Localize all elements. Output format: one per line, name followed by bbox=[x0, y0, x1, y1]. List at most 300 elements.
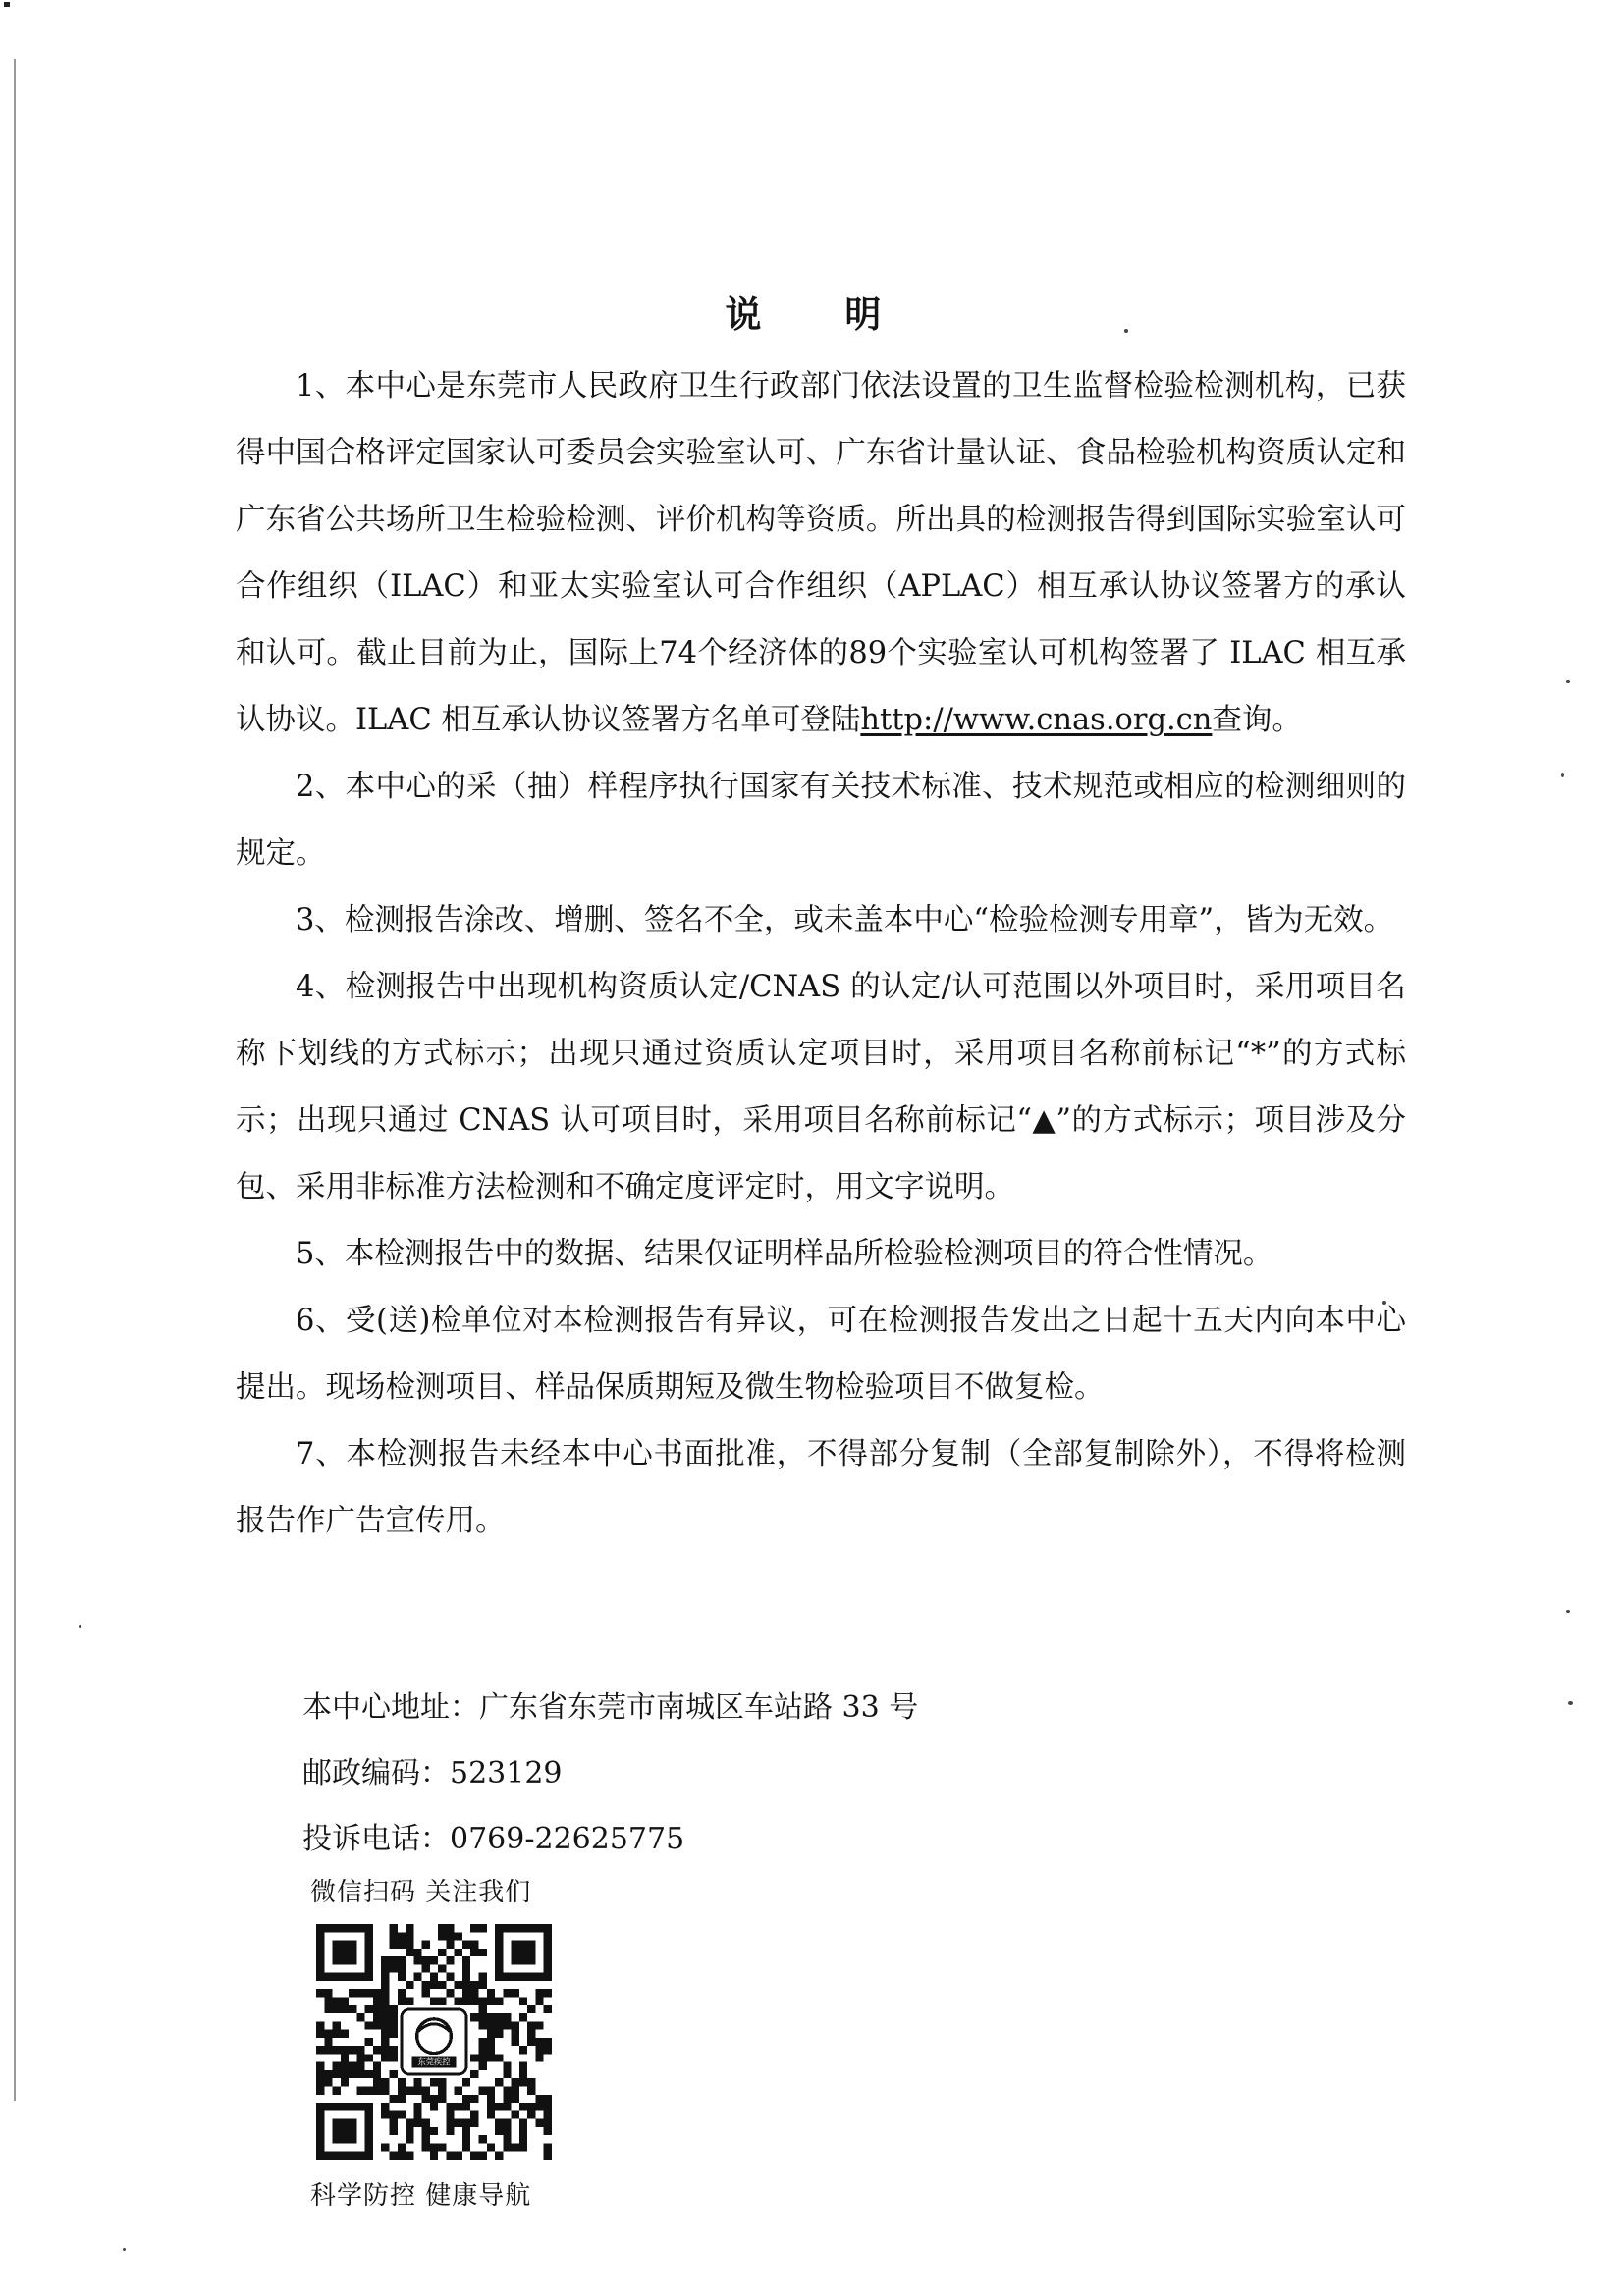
qr-module bbox=[519, 2119, 527, 2127]
qr-module bbox=[413, 2078, 421, 2086]
qr-module bbox=[462, 1989, 470, 1997]
qr-module bbox=[535, 2095, 543, 2103]
qr-module bbox=[487, 2021, 495, 2029]
qr-module bbox=[381, 2087, 389, 2095]
qr-module bbox=[333, 2070, 341, 2078]
qr-module bbox=[422, 2095, 430, 2103]
qr-module bbox=[544, 1989, 552, 1997]
qr-module bbox=[479, 2062, 487, 2070]
qr-module bbox=[455, 2152, 462, 2160]
qr-module bbox=[470, 1924, 478, 1932]
qr-module bbox=[462, 1964, 470, 1972]
qr-module bbox=[406, 1949, 413, 1956]
qr-module bbox=[519, 2078, 527, 2086]
qr-module bbox=[438, 2095, 446, 2103]
qr-module bbox=[503, 2070, 511, 2078]
qr-module bbox=[544, 2046, 552, 2054]
qr-module bbox=[430, 2078, 438, 2086]
qr-module bbox=[527, 2005, 535, 2013]
qr-module bbox=[503, 2103, 511, 2110]
qr-module bbox=[479, 1997, 487, 2004]
qr-module bbox=[479, 2021, 487, 2029]
qr-module bbox=[324, 2005, 332, 2013]
qr-module bbox=[381, 2013, 389, 2021]
qr-module bbox=[389, 2119, 397, 2127]
qr-module bbox=[341, 2062, 349, 2070]
qr-module bbox=[373, 2005, 381, 2013]
qr-module bbox=[430, 1997, 438, 2004]
qr-module bbox=[479, 2152, 487, 2160]
qr-module bbox=[324, 2046, 332, 2054]
qr-module bbox=[341, 2070, 349, 2078]
qr-module bbox=[503, 2135, 511, 2143]
qr-module bbox=[422, 1956, 430, 1964]
qr-module bbox=[462, 2078, 470, 2086]
qr-module bbox=[389, 2110, 397, 2118]
qr-module bbox=[544, 2119, 552, 2127]
qr-module bbox=[333, 1997, 341, 2004]
qr-module bbox=[438, 1981, 446, 1989]
qr-module bbox=[381, 1956, 389, 1964]
qr-module bbox=[519, 2070, 527, 2078]
qr-module bbox=[446, 2110, 454, 2118]
qr-module bbox=[519, 2013, 527, 2021]
qr-module bbox=[381, 1989, 389, 1997]
qr-module bbox=[455, 2103, 462, 2110]
paragraph-1-tail: 查询。 bbox=[1212, 703, 1302, 737]
cnas-link[interactable]: http://www.cnas.org.cn bbox=[860, 703, 1213, 737]
qr-module bbox=[349, 2070, 356, 2078]
qr-module bbox=[389, 1964, 397, 1972]
qr-module bbox=[333, 2062, 341, 2070]
qr-module bbox=[422, 2087, 430, 2095]
qr-center-logo bbox=[402, 2009, 466, 2074]
qr-module bbox=[446, 1932, 454, 1940]
qr-module bbox=[430, 2143, 438, 2151]
qr-module bbox=[462, 1997, 470, 2004]
qr-module bbox=[512, 2087, 519, 2095]
qr-module bbox=[446, 2127, 454, 2135]
qr-module bbox=[438, 1932, 446, 1940]
qr-module bbox=[413, 2087, 421, 2095]
qr-module bbox=[438, 2087, 446, 2095]
qr-module bbox=[512, 1989, 519, 1997]
address-line: 本中心地址：广东省东莞市南城区车站路 33 号 bbox=[302, 1690, 919, 1725]
qr-module bbox=[487, 2143, 495, 2151]
qr-module bbox=[406, 2119, 413, 2127]
qr-module bbox=[341, 2005, 349, 2013]
qr-module bbox=[470, 2110, 478, 2118]
wechat-qr-code[interactable] bbox=[316, 1924, 552, 2160]
qr-caption-bottom: 科学防控 健康导航 bbox=[310, 2181, 532, 2211]
qr-module bbox=[446, 1989, 454, 1997]
qr-module bbox=[398, 2078, 406, 2086]
qr-module bbox=[413, 2110, 421, 2118]
qr-module bbox=[455, 2087, 462, 2095]
qr-module bbox=[519, 2143, 527, 2151]
qr-module bbox=[365, 2054, 373, 2061]
qr-module bbox=[438, 2143, 446, 2151]
qr-module bbox=[389, 1924, 397, 1932]
qr-module bbox=[438, 1997, 446, 2004]
qr-module bbox=[470, 1981, 478, 1989]
qr-module bbox=[381, 2054, 389, 2061]
qr-module bbox=[341, 2030, 349, 2038]
scan-edge-line bbox=[14, 59, 16, 2101]
qr-module bbox=[495, 2152, 503, 2160]
qr-module bbox=[479, 2135, 487, 2143]
qr-module bbox=[519, 2135, 527, 2143]
qr-module bbox=[381, 1981, 389, 1989]
qr-module bbox=[446, 1941, 454, 1949]
qr-module bbox=[349, 2046, 356, 2054]
qr-module bbox=[430, 2152, 438, 2160]
qr-module bbox=[324, 2070, 332, 2078]
qr-module bbox=[316, 2062, 324, 2070]
qr-module bbox=[356, 2070, 364, 2078]
qr-module bbox=[470, 2013, 478, 2021]
qr-module bbox=[544, 2095, 552, 2103]
qr-module bbox=[381, 2046, 389, 2054]
qr-module bbox=[519, 2046, 527, 2054]
qr-module bbox=[535, 2119, 543, 2127]
qr-module bbox=[349, 1989, 356, 1997]
qr-module bbox=[455, 1997, 462, 2004]
qr-module bbox=[462, 2143, 470, 2151]
qr-module bbox=[512, 2095, 519, 2103]
qr-module bbox=[398, 1989, 406, 1997]
qr-module bbox=[495, 2030, 503, 2038]
qr-module bbox=[544, 2152, 552, 2160]
qr-module bbox=[365, 2038, 373, 2046]
qr-module bbox=[356, 2087, 364, 2095]
qr-module bbox=[527, 2087, 535, 2095]
qr-module bbox=[365, 1989, 373, 1997]
qr-module bbox=[381, 2110, 389, 2118]
qr-module bbox=[503, 2143, 511, 2151]
qr-module bbox=[389, 2013, 397, 2021]
qr-module bbox=[455, 1949, 462, 1956]
qr-module bbox=[324, 1989, 332, 1997]
qr-module bbox=[365, 2021, 373, 2029]
qr-module bbox=[389, 2054, 397, 2061]
qr-module bbox=[381, 1973, 389, 1981]
qr-module bbox=[487, 2054, 495, 2061]
scan-speck bbox=[79, 1625, 81, 1628]
qr-module bbox=[389, 2127, 397, 2135]
qr-module bbox=[406, 1997, 413, 2004]
qr-finder-top-left bbox=[316, 1924, 373, 1981]
qr-module bbox=[470, 2095, 478, 2103]
paragraph-2: 2、本中心的采（抽）样程序执行国家有关技术标准、技术规范或相应的检测细则的规定。 bbox=[236, 770, 1406, 871]
qr-module bbox=[316, 2078, 324, 2086]
qr-module bbox=[422, 1964, 430, 1972]
qr-module bbox=[316, 2046, 324, 2054]
qr-module bbox=[316, 2087, 324, 2095]
qr-module bbox=[406, 2087, 413, 2095]
qr-module bbox=[470, 1941, 478, 1949]
scan-corner-mark bbox=[4, 2, 10, 7]
qr-module bbox=[455, 1981, 462, 1989]
qr-module bbox=[544, 2038, 552, 2046]
qr-module bbox=[422, 2135, 430, 2143]
qr-module bbox=[413, 1973, 421, 1981]
qr-module bbox=[535, 2054, 543, 2061]
qr-module bbox=[413, 2119, 421, 2127]
qr-module bbox=[503, 2062, 511, 2070]
qr-module bbox=[438, 1949, 446, 1956]
qr-module bbox=[413, 1956, 421, 1964]
qr-module bbox=[544, 2143, 552, 2151]
qr-module bbox=[527, 2078, 535, 2086]
qr-module bbox=[316, 1989, 324, 1997]
qr-module bbox=[316, 2070, 324, 2078]
qr-module bbox=[512, 2110, 519, 2118]
qr-module bbox=[455, 2119, 462, 2127]
qr-module bbox=[422, 2127, 430, 2135]
document-body bbox=[236, 353, 1406, 1555]
qr-module bbox=[479, 1924, 487, 1932]
paragraph-6: 6、受(送)检单位对本检测报告有异议，可在检测报告发出之日起十五天内向本中心提出。现场检测项目、样品保质期短及微生物检验项目不做复检。 bbox=[236, 1304, 1406, 1405]
qr-module bbox=[389, 2021, 397, 2029]
qr-module bbox=[389, 1932, 397, 1940]
postcode-line: 邮政编码：523129 bbox=[302, 1756, 563, 1790]
qr-module bbox=[519, 2103, 527, 2110]
qr-module bbox=[373, 2021, 381, 2029]
qr-module bbox=[430, 1981, 438, 1989]
qr-module bbox=[438, 2078, 446, 2086]
qr-module bbox=[356, 2013, 364, 2021]
qr-module bbox=[422, 2143, 430, 2151]
qr-module bbox=[527, 2038, 535, 2046]
qr-module bbox=[406, 2135, 413, 2143]
qr-module bbox=[373, 2062, 381, 2070]
qr-module bbox=[430, 2095, 438, 2103]
qr-module bbox=[479, 2038, 487, 2046]
qr-module bbox=[470, 1949, 478, 1956]
qr-module bbox=[341, 1997, 349, 2004]
qr-module bbox=[333, 2021, 341, 2029]
qr-module bbox=[503, 2021, 511, 2029]
qr-module bbox=[349, 2062, 356, 2070]
qr-module bbox=[341, 2078, 349, 2086]
qr-module bbox=[495, 2127, 503, 2135]
qr-module bbox=[373, 2046, 381, 2054]
qr-module bbox=[398, 1973, 406, 1981]
qr-module bbox=[398, 1956, 406, 1964]
qr-module bbox=[544, 2127, 552, 2135]
qr-module bbox=[389, 1941, 397, 1949]
qr-module bbox=[430, 1956, 438, 1964]
qr-module bbox=[495, 2054, 503, 2061]
qr-module bbox=[406, 1981, 413, 1989]
qr-module bbox=[487, 2046, 495, 2054]
qr-module bbox=[470, 2054, 478, 2061]
qr-logo-text: 东莞疾控 bbox=[417, 2056, 451, 2067]
qr-module bbox=[446, 1924, 454, 1932]
scan-speck bbox=[1561, 773, 1564, 777]
qr-module bbox=[487, 1989, 495, 1997]
qr-module bbox=[535, 1989, 543, 1997]
qr-module bbox=[495, 2078, 503, 2086]
contact-block bbox=[302, 1675, 918, 1872]
paragraph-7: 7、本检测报告未经本中心书面批准，不得部分复制（全部复制除外），不得将检测报告作广告宣传用。 bbox=[236, 1437, 1406, 1538]
qr-module bbox=[373, 1997, 381, 2004]
qr-module bbox=[470, 2152, 478, 2160]
qr-module bbox=[389, 2070, 397, 2078]
qr-module bbox=[479, 2054, 487, 2061]
qr-module bbox=[544, 2103, 552, 2110]
qr-module bbox=[446, 2119, 454, 2127]
qr-module bbox=[430, 1973, 438, 1981]
qr-module bbox=[333, 2046, 341, 2054]
qr-module bbox=[398, 2110, 406, 2118]
qr-module bbox=[470, 1989, 478, 1997]
qr-module bbox=[381, 2143, 389, 2151]
qr-module bbox=[389, 2046, 397, 2054]
qr-module bbox=[487, 2103, 495, 2110]
qr-module bbox=[495, 2021, 503, 2029]
qr-module bbox=[512, 2021, 519, 2029]
qr-module bbox=[462, 2095, 470, 2103]
qr-module bbox=[487, 2030, 495, 2038]
qr-module bbox=[487, 2095, 495, 2103]
scan-speck bbox=[123, 2248, 126, 2251]
qr-module bbox=[487, 1997, 495, 2004]
qr-module bbox=[365, 2005, 373, 2013]
qr-module bbox=[462, 1981, 470, 1989]
qr-module bbox=[462, 1973, 470, 1981]
scan-speck bbox=[1566, 1610, 1570, 1613]
qr-module bbox=[381, 2103, 389, 2110]
qr-module bbox=[455, 1932, 462, 1940]
qr-module bbox=[324, 2030, 332, 2038]
qr-module bbox=[503, 2119, 511, 2127]
qr-module bbox=[535, 2046, 543, 2054]
qr-module bbox=[373, 1989, 381, 1997]
qr-module bbox=[470, 2119, 478, 2127]
qr-module bbox=[535, 2103, 543, 2110]
qr-module bbox=[527, 2030, 535, 2038]
qr-module bbox=[406, 1941, 413, 1949]
qr-module bbox=[398, 2152, 406, 2160]
qr-module bbox=[503, 2013, 511, 2021]
qr-module bbox=[487, 2110, 495, 2118]
qr-module bbox=[316, 2021, 324, 2029]
qr-module bbox=[446, 2103, 454, 2110]
qr-module bbox=[406, 2152, 413, 2160]
qr-module bbox=[356, 2054, 364, 2061]
qr-module bbox=[446, 2152, 454, 2160]
qr-module bbox=[356, 2046, 364, 2054]
qr-module bbox=[535, 2021, 543, 2029]
qr-module bbox=[398, 2095, 406, 2103]
qr-module bbox=[462, 2127, 470, 2135]
qr-module bbox=[495, 2013, 503, 2021]
qr-module bbox=[333, 2030, 341, 2038]
qr-module bbox=[462, 2119, 470, 2127]
qr-module bbox=[527, 2103, 535, 2110]
qr-module bbox=[398, 2087, 406, 2095]
qr-module bbox=[356, 2062, 364, 2070]
qr-module bbox=[406, 1924, 413, 1932]
qr-module bbox=[381, 2021, 389, 2029]
qr-module bbox=[373, 2070, 381, 2078]
qr-module bbox=[479, 1949, 487, 1956]
qr-module bbox=[406, 2127, 413, 2135]
qr-module bbox=[398, 1941, 406, 1949]
qr-module bbox=[544, 2005, 552, 2013]
qr-module bbox=[430, 2127, 438, 2135]
qr-module bbox=[324, 1997, 332, 2004]
qr-module bbox=[324, 2038, 332, 2046]
qr-module bbox=[389, 2005, 397, 2013]
qr-module bbox=[479, 2046, 487, 2054]
qr-module bbox=[519, 1997, 527, 2004]
qr-module bbox=[389, 1956, 397, 1964]
qr-module bbox=[462, 1956, 470, 1964]
qr-module bbox=[324, 2078, 332, 2086]
qr-module bbox=[535, 2038, 543, 2046]
qr-module bbox=[519, 2062, 527, 2070]
qr-module bbox=[365, 2087, 373, 2095]
qr-module bbox=[398, 1997, 406, 2004]
qr-module bbox=[422, 2119, 430, 2127]
qr-module bbox=[381, 1964, 389, 1972]
qr-module bbox=[333, 2087, 341, 2095]
qr-module bbox=[381, 2005, 389, 2013]
qr-module bbox=[544, 2110, 552, 2118]
qr-module bbox=[381, 2038, 389, 2046]
qr-module bbox=[527, 2110, 535, 2118]
qr-module bbox=[487, 2038, 495, 2046]
qr-module bbox=[446, 1956, 454, 1964]
qr-caption-top: 微信扫码 关注我们 bbox=[310, 1878, 532, 1907]
qr-module bbox=[462, 1941, 470, 1949]
scan-speck bbox=[1568, 1701, 1573, 1705]
qr-module bbox=[381, 2030, 389, 2038]
qr-module bbox=[398, 2143, 406, 2151]
qr-module bbox=[470, 2070, 478, 2078]
qr-finder-bottom-left bbox=[316, 2103, 373, 2160]
qr-module bbox=[341, 2054, 349, 2061]
qr-module bbox=[333, 2005, 341, 2013]
qr-module bbox=[479, 1981, 487, 1989]
qr-module bbox=[438, 1964, 446, 1972]
qr-module bbox=[503, 1989, 511, 1997]
scan-speck bbox=[1566, 680, 1570, 683]
qr-module bbox=[503, 2127, 511, 2135]
paragraph-4: 4、检测报告中出现机构资质认定/CNAS 的认定/认可范围以外项目时，采用项目名称下划线的方式标示；出现只通过资质认定项目时，采用项目名称前标记“*”的方式标示；出现只通过 CNAS 认可项目时，采用项目名称前标记“▲”的方式标示；项目涉及分包、采用非标准方法检测和不确定度评定时，用文字说明。 bbox=[236, 970, 1406, 1204]
qr-module bbox=[373, 2078, 381, 2086]
qr-module bbox=[341, 2046, 349, 2054]
qr-module bbox=[487, 2087, 495, 2095]
qr-module bbox=[373, 2013, 381, 2021]
qr-module bbox=[527, 2021, 535, 2029]
qr-module bbox=[389, 2152, 397, 2160]
qr-module bbox=[430, 2103, 438, 2110]
qr-module bbox=[470, 1997, 478, 2004]
qr-module bbox=[316, 2030, 324, 2038]
qr-module bbox=[479, 1973, 487, 1981]
paragraph-1-text: 1、本中心是东莞市人民政府卫生行政部门依法设置的卫生监督检验检测机构，已获得中国合格评定国家认可委员会实验室认可、广东省计量认证、食品检验机构资质认定和广东省公共场所卫生检验检测、评价机构等资质。所出具的检测报告得到国际实验室认可合作组织（ILAC）和亚太实验室认可合作组织（APLAC）相互承认协议签署方的承认和认可。截止目前为止，国际上74个经济体的89个实验室认可机构签署了 ILAC 相互承认协议。ILAC 相互承认协议签署方名单可登陆 bbox=[236, 369, 1406, 737]
qr-module bbox=[495, 2103, 503, 2110]
qr-module bbox=[438, 1924, 446, 1932]
qr-module bbox=[389, 2030, 397, 2038]
qr-module bbox=[462, 2135, 470, 2143]
paragraph-1 bbox=[236, 353, 1406, 754]
qr-module bbox=[495, 1997, 503, 2004]
